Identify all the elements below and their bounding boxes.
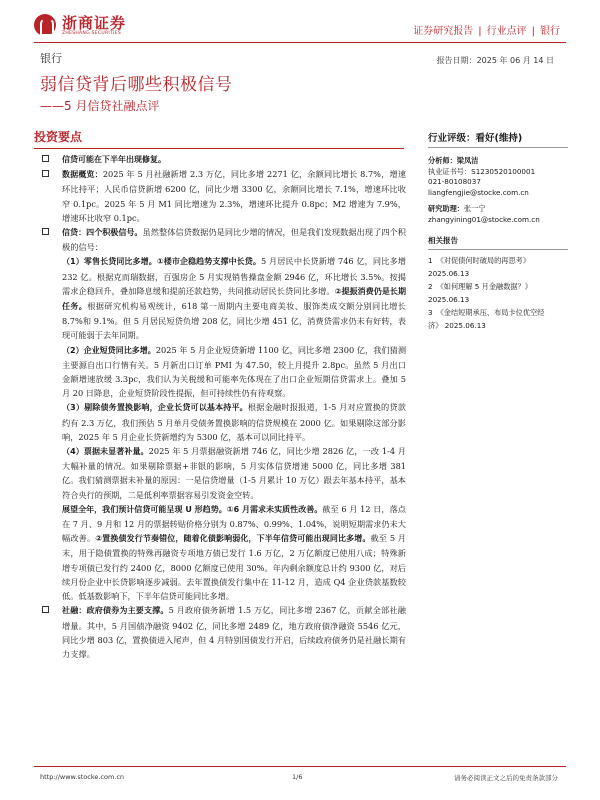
analyst-role: 分析师：	[428, 156, 457, 165]
bullet-label: 信贷：四个积极信号。	[62, 228, 143, 238]
related-report-item[interactable]	[428, 306, 568, 332]
related-report-title: 《如何理解 5 月金融数据？》	[436, 282, 532, 291]
sub-paragraph	[40, 254, 406, 342]
sub-paragraph	[40, 444, 406, 502]
bullet-label: 社融：政府债券为主要支撑。	[62, 606, 169, 616]
sub-text: 2025 年 5 月票据融资新增 746 亿，同比少增 2826 亿，一改 1-4 月大幅补量的情况。如果剔除票据+非银的影响，5 月实体信贷增速 5000 亿，同比多增 381 亿。我们猜测票据未补量的原因：一是信贷增量（1-5 月累计 10 万亿）跟去年基本持平，基本符合央行的预期，二是低利率票据容易引发资金空转。	[62, 446, 406, 500]
square-bullet-icon	[42, 606, 49, 613]
sub-text: 根据研究机构易观统计，618 第一周期内主要电商美妆、服饰类成交额分别同比增长 8.7%和 9.1%。但 5 月居民短贷负增 208 亿，同比少增 451 亿，消费贷需求仍未有好转，表现可能弱于去年同期。	[62, 301, 406, 341]
footer-divider	[34, 766, 566, 767]
related-report-title: 《对促债何时破局的再思考》	[436, 256, 531, 265]
report-subtitle: ——5 月信贷社融点评	[40, 99, 160, 113]
sub-text: 截至 6 月 12 日，落点在 7 月、9 月和 12 月的票据转贴价格分别为 0.87%、0.99%、1.04%，说明短期需求仍未大幅改善。	[62, 503, 406, 544]
industry-tag: 银行	[40, 52, 62, 65]
related-report-item[interactable]	[428, 280, 568, 306]
outlook-paragraph	[40, 502, 406, 603]
sub-label: ②置换债发行节奏错位，随着化债影响弱化，下半年信贷可能出现同比多增。	[95, 534, 371, 544]
section-heading: 投资要点	[34, 128, 404, 149]
related-report-date: 2025.06.13	[428, 295, 470, 304]
footer-url[interactable]: http://www.stocke.com.cn	[40, 773, 125, 781]
sub-paragraph	[40, 400, 406, 444]
bullet-text: 5 月政府债务新增 1.5 万亿，同比多增 2367 亿，贡献全部社融增量。其中，5 月国债净融资 9402 亿，同比多增 2489 亿，地方政府债净融资 5546 亿元，同比少增 803 亿，置换债进入尾声，但 4 月特别国债发行开启，后续政府债务仍是社融长期有力支撑。	[62, 605, 406, 659]
sub-label: （1）零售长贷同比多增。①楼市企稳趋势支撑中长贷。	[62, 257, 262, 267]
header-divider	[34, 42, 566, 43]
nav-category: 行业点评	[486, 26, 527, 37]
logo-cn-text: 浙商证券	[62, 13, 127, 32]
bullet-text: 虽然整体信贷数据仍是同比少增的情况，但是我们发现数据出现了四个积极的信号：	[62, 227, 406, 253]
industry-rating	[428, 130, 568, 148]
sub-label: （2）企业短贷同比多增。	[62, 345, 156, 355]
analyst-phone: 021-80108037	[428, 177, 481, 186]
sub-label: （3）剔除债务置换影响，企业长贷可以基本持平。	[62, 403, 248, 413]
report-date	[437, 55, 554, 66]
square-bullet-icon	[42, 170, 49, 177]
square-bullet-icon	[42, 155, 49, 162]
logo-en-text: ZHESHANG SECURITIES	[62, 30, 121, 36]
bullet-item	[40, 225, 406, 254]
related-report-number: 2	[428, 282, 433, 291]
bullet-item	[40, 603, 406, 661]
cert-number: S1230520100001	[471, 166, 536, 176]
related-report-item[interactable]	[428, 254, 568, 280]
bullet-item	[40, 152, 406, 167]
page-number: 1/6	[292, 773, 303, 781]
report-title: 弱信贷背后哪些积极信号	[40, 75, 233, 95]
nav-report-type: 证券研究报告	[413, 26, 474, 37]
sub-text: 5 月居民中长贷新增 746 亿，同比多增 232 亿。根据克而瑞数据，百强房企 5 月实现销售操盘金额 2946 亿，环比增长 3.5%。按揭需求企稳回升，叠加降息缓和提前还款趋势，共同推动居民长贷同比多增。	[62, 256, 406, 296]
sub-label: ②提振消费仍是长期任务。	[62, 286, 406, 312]
sub-label: （4）票据未显著补量。	[62, 447, 149, 457]
assistant-role: 研究助理：	[428, 204, 464, 213]
sub-text: 截至 5 月末，用于隐债置换的特殊再融资专项地方债已发行 1.6 万亿，2 万亿额度已使用八成；特殊新增专项债已发行约 2400 亿，8000 亿额度已使用 30%。年内剩余额度总计约 9300 亿，对后续月份企业中长贷影响逐步减弱。去年置换债发行集中在 11-12 月，造成 Q4 企业贷款基数较低。低基数影响下，下半年信贷可能同比多增。	[62, 533, 406, 602]
footer-disclaimer: 请务必阅读正文之后的免责条款部分	[454, 774, 558, 782]
related-report-number: 3	[428, 308, 433, 317]
related-report-date: 2025.06.13	[444, 321, 486, 330]
bullet-label: 数据概览：	[62, 170, 103, 180]
analyst-email[interactable]: liangfengjie@stocke.com.cn	[428, 187, 529, 197]
square-bullet-icon	[42, 228, 49, 235]
sub-paragraph	[40, 343, 406, 401]
cert-label: 执业证书号：	[428, 166, 472, 176]
sub-text: 2025 年 5 月企业短贷新增 1100 亿，同比多增 2300 亿，我们猜测主要源自出口行情有关。5 月新出口订单 PMI 为 47.50，较上月提升 2.8pc。虽然 5 月出口金额增速放缓 3.3pc，我们认为关税缓和可能率先体现在了出口企业短期信贷需求上。叠加 5 月 20 日降息，企业短贷阶段性提振，但可持续性仍有待观察。	[62, 344, 407, 399]
assistant-block	[428, 204, 568, 225]
related-reports-heading: 相关报告	[428, 235, 568, 250]
sub-label: 展望全年，我们预计信贷可能呈现 U 形趋势。①6 月需求未实质性改善。	[62, 504, 323, 514]
nav-industry: 银行	[540, 26, 560, 37]
date-value: 2025 年 06 月 14 日	[476, 56, 554, 65]
bullet-text: 信贷可能在下半年出现修复。	[62, 155, 166, 164]
related-reports-list	[428, 254, 568, 332]
header-nav: 证券研究报告 | 行业点评 | 银行	[413, 26, 560, 37]
date-label: 报告日期：	[436, 56, 477, 65]
rating-value: 看好(维持)	[475, 133, 523, 144]
logo-icon	[34, 14, 56, 36]
company-logo	[34, 14, 126, 36]
rating-label: 行业评级：	[428, 133, 476, 144]
bullet-item	[40, 167, 406, 225]
analyst-name: 梁凤洁	[456, 156, 479, 165]
analyst-block	[428, 156, 568, 198]
related-report-title: 《金结短期承压、布局卡位优空经济》	[428, 308, 545, 330]
related-report-date: 2025.06.13	[428, 269, 470, 278]
related-report-number: 1	[428, 256, 433, 265]
assistant-email[interactable]: zhangyining01@stocke.com.cn	[428, 214, 540, 224]
main-body	[40, 152, 406, 661]
assistant-name: 张一宁	[463, 204, 486, 213]
sub-text: 根据金融时报报道，1-5 月对应置换的贷款约有 2.3 万亿，我们预估 5 月单月受债务置换影响的信贷规模在 2000 亿。如果剔除这部分影响，2025 年 5 月企业长贷新增约为 5300 亿，基本可以同比持平。	[62, 402, 406, 442]
sidebar	[428, 130, 568, 332]
bullet-text: 2025 年 5 月社融新增 2.3 万亿，同比多增 2271 亿，余额同比增长 8.7%，增速环比持平；人民币信贷新增 6200 亿，同比少增 3300 亿，余额同比增长 7.1%，增速环比收窄 0.1pc。2025 年 5 月 M1 同比增速为 2.3%，增速环比提升 0.8pc；M2 增速为 7.9%，增速环比收窄 0.1pc。	[62, 169, 406, 223]
